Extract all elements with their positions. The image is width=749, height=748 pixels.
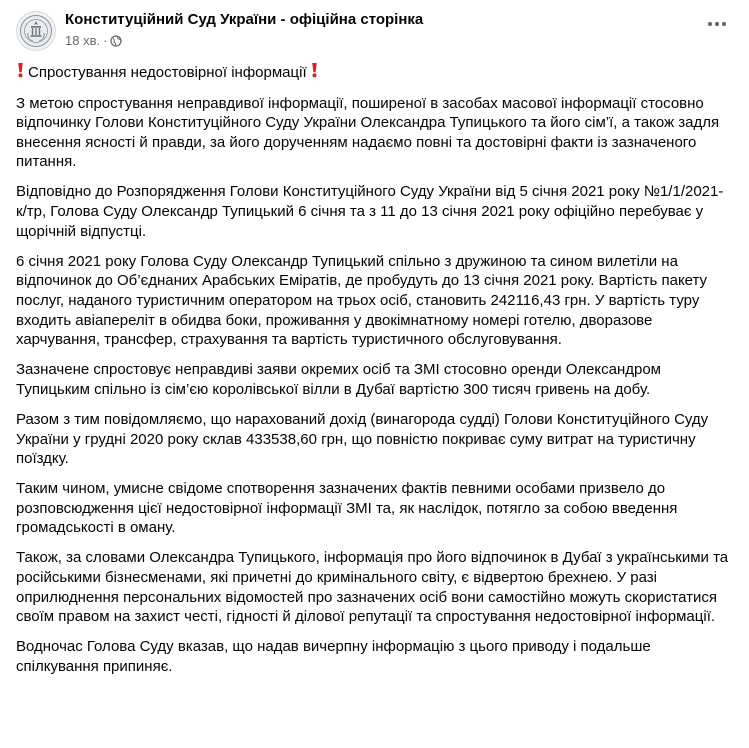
meta-separator: ·: [103, 33, 108, 48]
post-subline: [65, 32, 423, 49]
post-paragraph: 6 січня 2021 року Голова Суду Олександр Тупицький спільно з дружиною та сином вилетіли на відпочинок до Об’єднаних Арабських Еміратів, де пробудуть до 13 січня 2021 року. Вартість пакету послуг, наданого туристичним оператором на трьох осіб, становить 242116,43 грн. У вартість туру входить авіапереліт в обидва боки, проживання у двокімнатному номері готелю, дворазове харчування, трансфер, страхування та вартість туристичного обслуговування.: [16, 252, 708, 349]
red-exclamation-icon: [16, 62, 25, 84]
court-emblem-icon[interactable]: [16, 11, 56, 51]
post-header: [16, 0, 733, 58]
red-exclamation-icon: [310, 62, 319, 84]
more-dots-icon[interactable]: [703, 14, 731, 34]
post-body: [16, 62, 733, 677]
post-paragraph: Відповідно до Розпорядження Голови Конституційного Суду України від 5 січня 2021 року №1/1/2021-к/тр, Голова Суду Олександр Тупицький 6 січня та з 11 до 13 січня 2021 року офіційно перебуває у щорічній відпустці.: [16, 183, 724, 240]
headline-text: Спростування недостовірної інформації: [28, 64, 307, 81]
post-paragraph: Водночас Голова Суду вказав, що надав вичерпну інформацію з цього приводу і подальше спілкування припиняє.: [16, 638, 651, 675]
page-name-link[interactable]: Конституційний Суд України - офіційна сторінка: [65, 11, 424, 28]
post-timestamp[interactable]: 18 хв.: [65, 33, 101, 48]
post-headline: [16, 62, 733, 84]
post-paragraph: Зазначене спростовує неправдиві заяви окремих осіб та ЗМІ стосовно оренди Олександром Тупицьким спільно із сім’єю королівської вілли в Дубаї вартістю 300 тисяч гривень на добу.: [16, 361, 661, 398]
post-paragraph: Також, за словами Олександра Тупицького, інформація про його відпочинок в Дубаї з українськими та російськими бізнесменами, які причетні до кримінального світу, є відвертою брехнею. У разі оприлюднення персональних відомостей про зазначених осіб вони самостійно можуть скористатися своїм правом на захист честі, гідності й ділової репутації та спростування недостовірної інформації.: [16, 549, 729, 626]
globe-icon[interactable]: [110, 35, 122, 47]
post-meta: [65, 10, 423, 49]
post-paragraph: З метою спростування неправдивої інформації, поширеної в засобах масової інформації стосовно відпочинку Голови Конституційного Суду України Олександра Тупицького та його сім’ї, а також задля внесення ясності й правди, за його дорученням надаємо повні та достовірні факти із зазначеного питання.: [16, 94, 720, 171]
post-paragraph: Таким чином, умисне свідоме спотворення зазначених фактів певними особами призвело до розповсюдження цієї недостовірної інформації ЗМІ та, як наслідок, потягло за собою введення громадськості в оману.: [16, 480, 678, 537]
post-paragraph: Разом з тим повідомляємо, що нарахований дохід (винагорода судді) Голови Конституційного Суду України у грудні 2020 року склав 433538,60 грн, що повністю покриває суму витрат на туристичну поїздку.: [16, 410, 709, 468]
